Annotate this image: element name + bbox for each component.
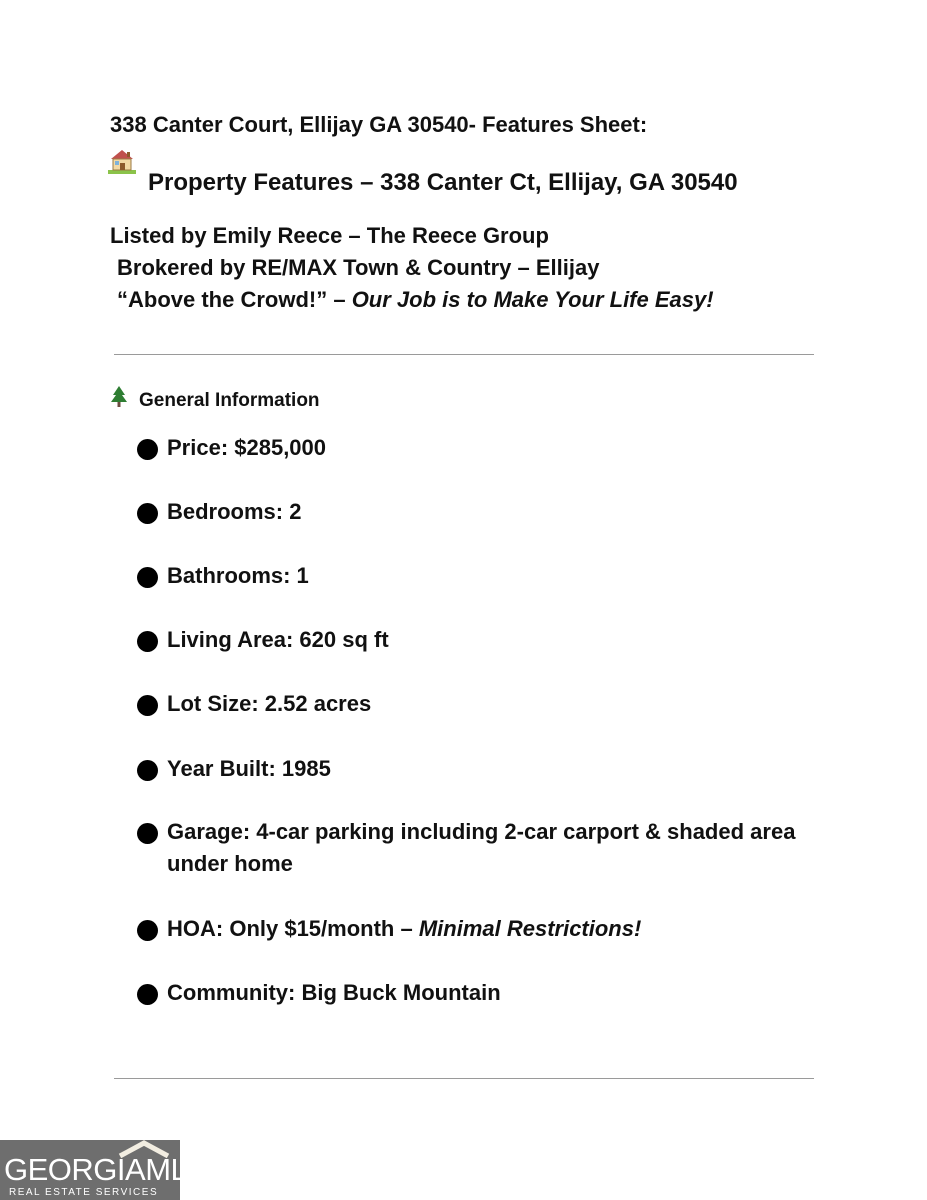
- feature-garage: [137, 820, 817, 880]
- feature-label: Year Built: 1985: [167, 756, 331, 781]
- feature-price: [137, 436, 326, 464]
- feature-year-built: [137, 757, 331, 785]
- feature-living-area: [137, 628, 389, 656]
- feature-community: [137, 981, 501, 1009]
- feature-label: Bedrooms: 2: [167, 499, 302, 524]
- feature-label: Community: Big Buck Mountain: [167, 980, 501, 1005]
- divider-bottom: [114, 1078, 814, 1079]
- general-information-title: General Information: [139, 390, 320, 411]
- feature-lot-size: [137, 692, 371, 720]
- property-heading: Property Features – 338 Canter Ct, Ellijay, GA 30540: [148, 169, 738, 196]
- feature-label: HOA: Only $15/month –: [167, 916, 419, 941]
- logo-subtitle: REAL ESTATE SERVICES: [9, 1187, 159, 1198]
- feature-label-wrap: [167, 913, 641, 945]
- listed-by-text: Listed by Emily Reece – The Reece Group: [110, 223, 549, 248]
- feature-label-italic: Minimal Restrictions!: [418, 916, 642, 941]
- bullet-icon: [137, 439, 158, 460]
- logo-text: GEORGIAMLS: [4, 1152, 208, 1187]
- bullet-icon: [137, 920, 158, 941]
- tree-icon: [109, 385, 129, 409]
- tagline-quote: “Above the Crowd!” –: [117, 287, 352, 312]
- feature-label: Bathrooms: 1: [167, 563, 309, 588]
- feature-bathrooms: [137, 564, 309, 592]
- feature-bedrooms: [137, 500, 301, 528]
- bullet-icon: [137, 503, 158, 524]
- document-title: 338 Canter Court, Ellijay GA 30540- Features Sheet:: [110, 112, 648, 137]
- tagline: [117, 287, 714, 313]
- georgia-mls-logo: [0, 1140, 208, 1200]
- house-icon: [108, 146, 136, 174]
- feature-hoa: [137, 917, 641, 945]
- feature-label: Price: $285,000: [167, 435, 327, 460]
- bullet-icon: [137, 984, 158, 1005]
- bullet-icon: [137, 760, 158, 781]
- bullet-icon: [137, 567, 158, 588]
- feature-label: Lot Size: 2.52 acres: [167, 691, 372, 716]
- divider-top: [114, 354, 814, 355]
- feature-label: Garage: 4-car parking including 2-car carport & shaded area under home: [167, 819, 796, 876]
- brokered-by-text: Brokered by RE/MAX Town & Country – Ellijay: [117, 255, 600, 280]
- feature-label: Living Area: 620 sq ft: [167, 627, 389, 652]
- tagline-italic: Our Job is to Make Your Life Easy!: [351, 287, 714, 312]
- bullet-icon: [137, 823, 158, 844]
- bullet-icon: [137, 695, 158, 716]
- bullet-icon: [137, 631, 158, 652]
